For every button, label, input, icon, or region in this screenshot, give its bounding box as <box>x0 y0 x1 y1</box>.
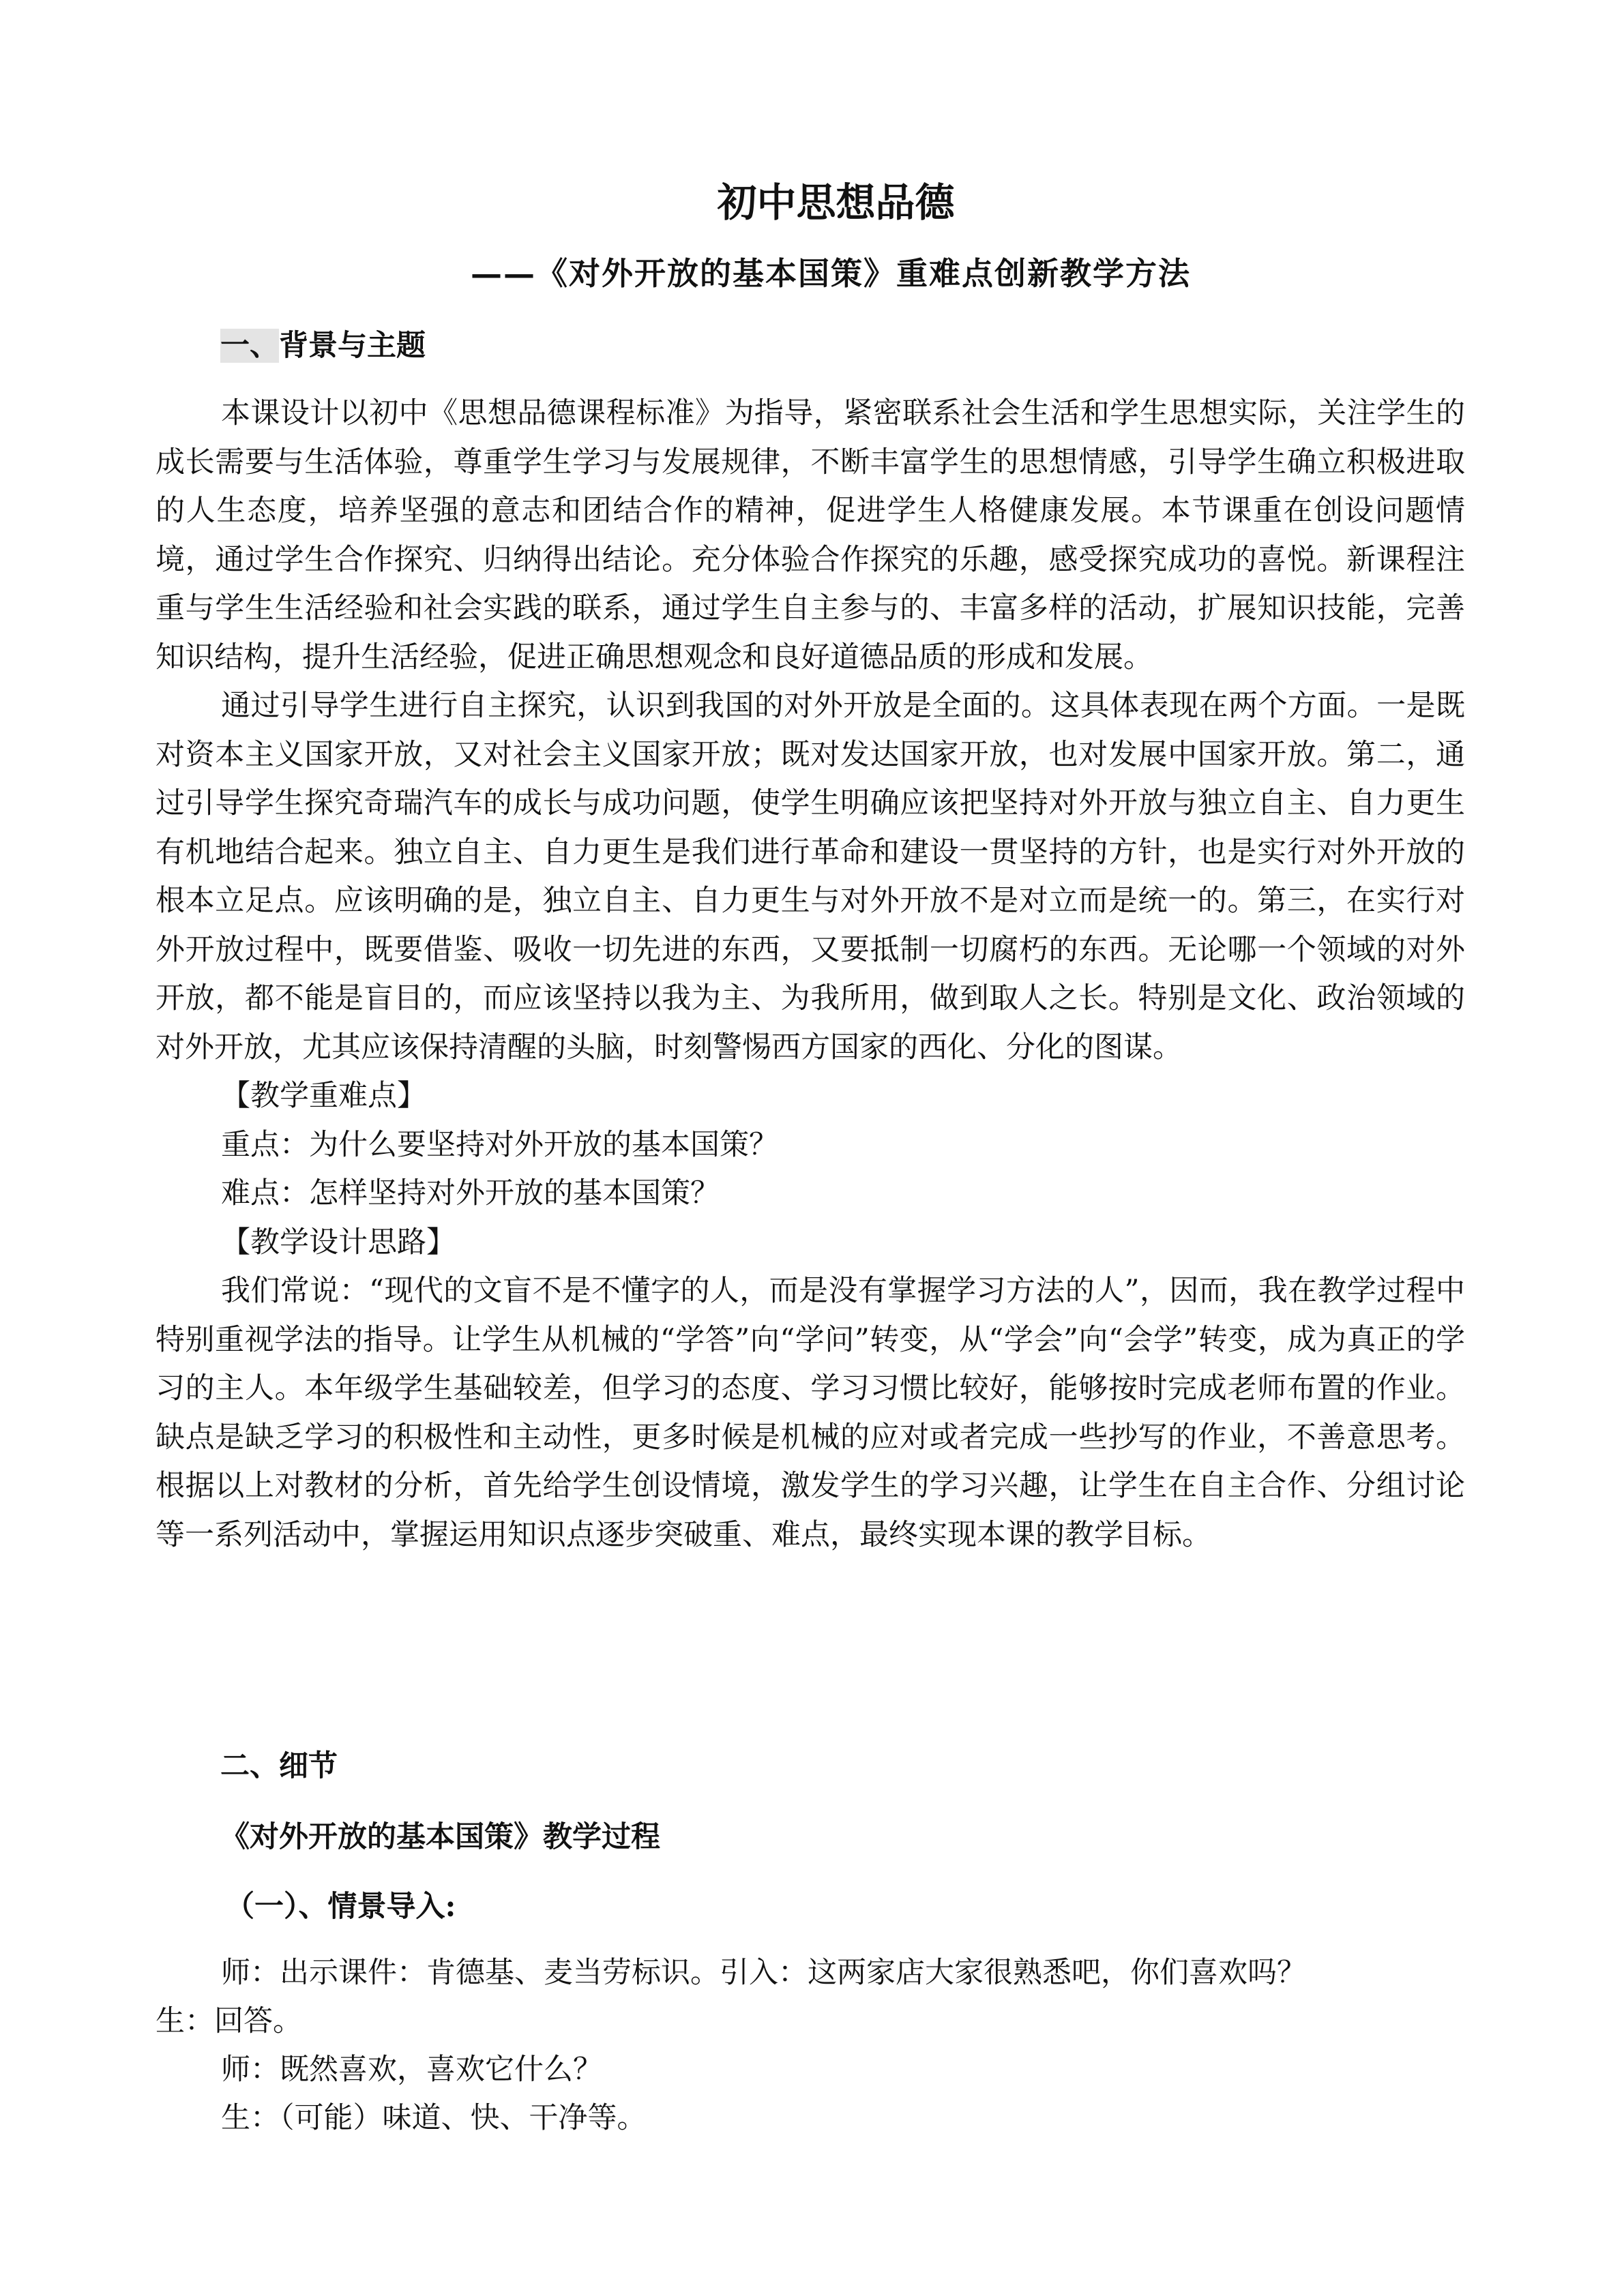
section1-heading <box>220 323 426 364</box>
dialogue-line: 师：既然喜欢，喜欢它什么？ <box>221 2053 602 2087</box>
page-subtitle: ——《对外开放的基本国策》重难点创新教学方法 <box>471 255 1191 292</box>
section1-number: 一、 <box>220 329 279 363</box>
step1-title: （一）、情景导入: <box>225 1890 456 1924</box>
section2-heading: 二、细节 <box>220 1749 338 1783</box>
difficult-point: 难点：怎样坚持对外开放的基本国策？ <box>221 1176 720 1210</box>
teaching-key-points-label: 【教学重难点】 <box>221 1079 426 1113</box>
paragraph-openness: 通过引导学生进行自主探究，认识到我国的对外开放是全面的。这具体表现在两个方面。一是既对资本主义国家开放，又对社会主义国家开放；既对发达国家开放，也对发展中国家开放。第二，通过引导学生探究奇瑞汽车的成长与成功问题，使学生明确应该把坚持对外开放与独立自主、自力更生有机地结合起来。独立自主、自力更生是我们进行革命和建设一贯坚持的方针，也是实行对外开放的根本立足点。应该明确的是，独立自主、自力更生与对外开放不是对立而是统一的。第三，在实行对外开放过程中，既要借鉴、吸收一切先进的东西，又要抵制一切腐朽的东西。无论哪一个领域的对外开放，都不能是盲目的，而应该坚持以我为主、为我所用，做到取人之长。特别是文化、政治领域的对外开放，尤其应该保持清醒的头脑，时刻警惕西方国家的西化、分化的图谋。 <box>156 689 1465 1064</box>
paragraph-background: 本课设计以初中《思想品德课程标准》为指导，紧密联系社会生活和学生思想实际，关注学生的成长需要与生活体验，尊重学生学习与发展规律，不断丰富学生的思想情感，引导学生确立积极进取的人生态度，培养坚强的意志和团结合作的精神，促进学生人格健康发展。本节课重在创设问题情境，通过学生合作探究、归纳得出结论。充分体验合作探究的乐趣，感受探究成功的喜悦。新课程注重与学生生活经验和社会实践的联系，通过学生自主参与的、丰富多样的活动，扩展知识技能，完善知识结构，提升生活经验，促进正确思想观念和良好道德品质的形成和发展。 <box>156 396 1465 674</box>
paragraph-design-idea: 我们常说：“现代的文盲不是不懂字的人，而是没有掌握学习方法的人”，因而，我在教学过程中特别重视学法的指导。让学生从机械的“学答”向“学问”转变，从“学会”向“会学”转变，成为真正的学习的主人。本年级学生基础较差，但学习的态度、学习习惯比较好，能够按时完成老师布置的作业。缺点是缺乏学习的积极性和主动性，更多时候是机械的应对或者完成一些抄写的作业，不善意思考。根据以上对教材的分析，首先给学生创设情境，激发学生的学习兴趣，让学生在自主合作、分组讨论等一系列活动中，掌握运用知识点逐步突破重、难点，最终实现本课的教学目标。 <box>156 1274 1465 1552</box>
design-idea-label: 【教学设计思路】 <box>221 1225 456 1259</box>
key-point: 重点：为什么要坚持对外开放的基本国策？ <box>221 1127 778 1162</box>
section1-body <box>156 389 1465 1560</box>
dialogue-line: 师：出示课件：肯德基、麦当劳标识。引入：这两家店大家很熟悉吧，你们喜欢吗？ <box>221 1956 1306 1990</box>
page-title: 初中思想品德 <box>717 179 955 226</box>
section1-label: 背景与主题 <box>279 329 426 363</box>
dialogue-line: 生：（可能）味道、快、干净等。 <box>221 2101 647 2135</box>
process-title: 《对外开放的基本国策》教学过程 <box>220 1820 660 1854</box>
dialogue-line: 生：回答。 <box>156 2004 302 2038</box>
dialogue-block <box>156 1949 1465 2143</box>
